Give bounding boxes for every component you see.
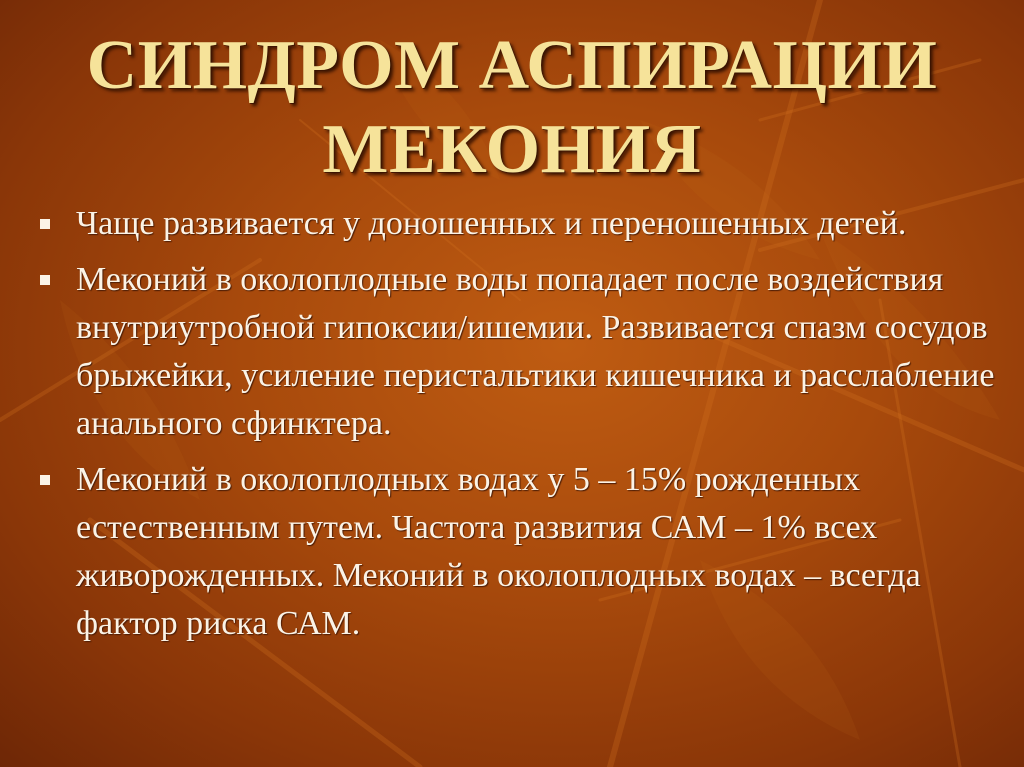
bullet-item [36, 456, 996, 648]
bullet-text: Меконий в околоплодных водах у 5 – 15% рожденных естественным путем. Частота развития САМ – 1% всех живорожденных. Меконий в околоплодных водах – всегда фактор риска САМ. [76, 461, 921, 642]
slide-title [20, 24, 1004, 192]
square-bullet-icon [40, 275, 50, 285]
title-line-1: СИНДРОМ АСПИРАЦИИ [86, 27, 938, 104]
square-bullet-icon [40, 219, 50, 229]
bullet-item [36, 256, 996, 448]
bullet-text: Меконий в околоплодные воды попадает после воздействия внутриутробной гипоксии/ишемии. Развивается спазм сосудов брыжейки, усиление перистальтики кишечника и расслабление анального сфинктера. [76, 261, 995, 442]
title-line-2: МЕКОНИЯ [322, 111, 702, 188]
bullet-text: Чаще развивается у доношенных и переношенных детей. [76, 205, 907, 242]
bullet-item [36, 200, 996, 248]
bullet-list [36, 200, 996, 656]
square-bullet-icon [40, 475, 50, 485]
